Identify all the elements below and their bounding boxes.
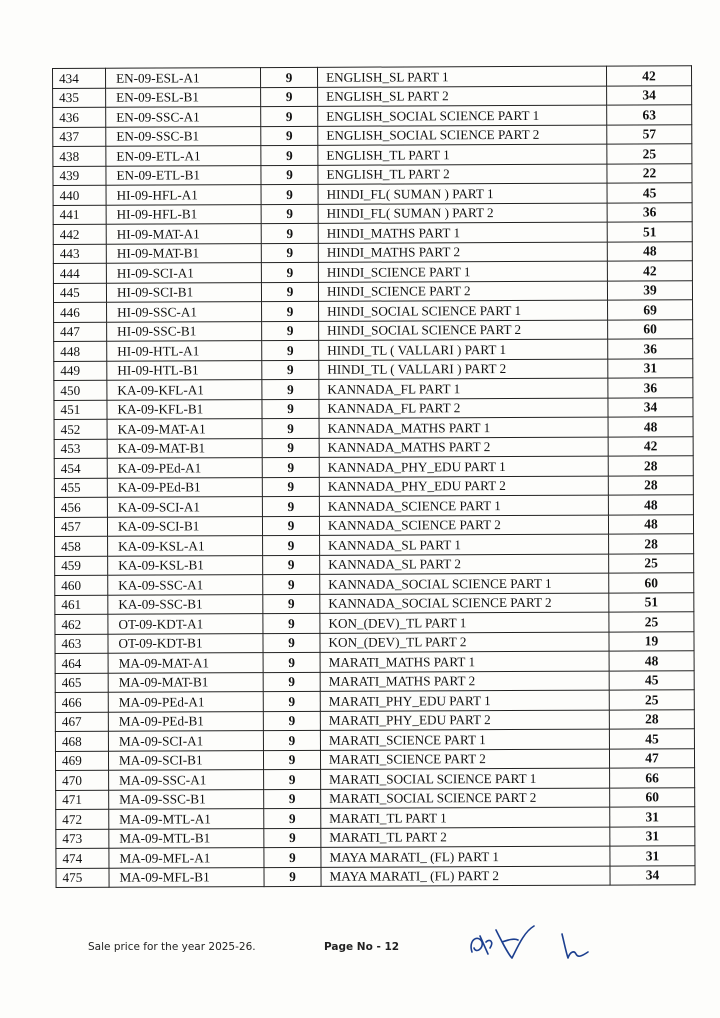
sale-price: 42 bbox=[608, 436, 693, 456]
serial-number: 436 bbox=[53, 107, 106, 127]
sale-price: 51 bbox=[609, 592, 694, 612]
book-title: MARATI_SOCIAL SCIENCE PART 2 bbox=[321, 788, 610, 809]
book-code: KA-09-SCI-B1 bbox=[107, 516, 262, 536]
serial-number: 454 bbox=[54, 458, 107, 478]
sale-price: 39 bbox=[607, 280, 692, 300]
book-title: KANNADA_SL PART 1 bbox=[320, 534, 609, 555]
sale-price: 48 bbox=[607, 241, 692, 261]
sale-price: 45 bbox=[609, 729, 694, 749]
book-title: HINDI_FL( SUMAN ) PART 2 bbox=[318, 203, 607, 224]
serial-number: 457 bbox=[54, 517, 107, 537]
class-number: 9 bbox=[262, 321, 319, 341]
book-code: HI-09-MAT-B1 bbox=[106, 243, 261, 263]
class-number: 9 bbox=[262, 379, 319, 399]
class-number: 9 bbox=[261, 262, 318, 282]
serial-number: 447 bbox=[54, 322, 107, 342]
serial-number: 438 bbox=[53, 146, 106, 166]
serial-number: 440 bbox=[53, 185, 106, 205]
class-number: 9 bbox=[261, 243, 318, 263]
sale-price: 25 bbox=[609, 690, 694, 710]
book-code: HI-09-HFL-A1 bbox=[106, 185, 261, 205]
book-title: MARATI_MATHS PART 2 bbox=[320, 671, 609, 692]
book-title: KANNADA_SCIENCE PART 1 bbox=[319, 495, 608, 516]
serial-number: 441 bbox=[53, 205, 106, 225]
book-code: MA-09-MFL-B1 bbox=[109, 867, 264, 887]
book-title: HINDI_TL ( VALLARI ) PART 2 bbox=[319, 359, 608, 380]
book-title: ENGLISH_SL PART 2 bbox=[318, 86, 607, 107]
book-code: KA-09-KFL-B1 bbox=[107, 399, 262, 419]
serial-number: 466 bbox=[55, 692, 108, 712]
sale-price: 42 bbox=[606, 66, 691, 86]
class-number: 9 bbox=[263, 711, 320, 731]
class-number: 9 bbox=[261, 165, 318, 185]
sale-price: 48 bbox=[608, 495, 693, 515]
sale-price: 31 bbox=[610, 826, 695, 846]
book-title: HINDI_SOCIAL SCIENCE PART 1 bbox=[319, 300, 608, 321]
price-table-body bbox=[53, 66, 696, 888]
sale-price: 45 bbox=[607, 183, 692, 203]
serial-number: 455 bbox=[54, 478, 107, 498]
serial-number: 449 bbox=[54, 361, 107, 381]
book-code: MA-09-MTL-A1 bbox=[109, 809, 264, 829]
serial-number: 446 bbox=[54, 302, 107, 322]
sale-price: 25 bbox=[607, 144, 692, 164]
class-number: 9 bbox=[261, 223, 318, 243]
book-title: ENGLISH_SL PART 1 bbox=[317, 66, 606, 87]
class-number: 9 bbox=[263, 652, 320, 672]
sale-price: 63 bbox=[607, 105, 692, 125]
book-title: MARATI_TL PART 1 bbox=[321, 807, 610, 828]
serial-number: 453 bbox=[54, 439, 107, 459]
book-title: ENGLISH_TL PART 1 bbox=[318, 144, 607, 165]
serial-number: 443 bbox=[53, 244, 106, 264]
book-code: EN-09-SSC-A1 bbox=[106, 107, 261, 127]
book-code: MA-09-MTL-B1 bbox=[109, 828, 264, 848]
serial-number: 434 bbox=[53, 68, 106, 88]
class-number: 9 bbox=[263, 672, 320, 692]
class-number: 9 bbox=[263, 691, 320, 711]
table-row bbox=[56, 865, 695, 887]
serial-number: 465 bbox=[55, 673, 108, 693]
book-title: HINDI_SCIENCE PART 2 bbox=[318, 281, 607, 302]
class-number: 9 bbox=[264, 847, 321, 867]
class-number: 9 bbox=[262, 477, 319, 497]
book-code: MA-09-SSC-B1 bbox=[109, 789, 264, 809]
sale-price: 60 bbox=[609, 573, 694, 593]
book-code: MA-09-PEd-B1 bbox=[108, 711, 263, 731]
page-number: Page No - 12 bbox=[324, 941, 400, 953]
book-title: KANNADA_SCIENCE PART 2 bbox=[319, 515, 608, 536]
book-title: KANNADA_PHY_EDU PART 2 bbox=[319, 476, 608, 497]
serial-number: 474 bbox=[56, 848, 109, 868]
class-number: 9 bbox=[262, 496, 319, 516]
book-code: HI-09-HTL-B1 bbox=[107, 360, 262, 380]
sale-price: 31 bbox=[610, 846, 695, 866]
class-number: 9 bbox=[263, 750, 320, 770]
book-title: HINDI_MATHS PART 2 bbox=[318, 242, 607, 263]
sale-price: 60 bbox=[608, 319, 693, 339]
book-code: KA-09-SSC-B1 bbox=[108, 594, 263, 614]
book-code: KA-09-KFL-A1 bbox=[107, 380, 262, 400]
serial-number: 472 bbox=[56, 809, 109, 829]
class-number: 9 bbox=[261, 184, 318, 204]
price-table bbox=[52, 65, 696, 888]
sale-price: 47 bbox=[609, 748, 694, 768]
class-number: 9 bbox=[261, 87, 318, 107]
serial-number: 460 bbox=[55, 575, 108, 595]
sale-price: 36 bbox=[608, 378, 693, 398]
serial-number: 448 bbox=[54, 341, 107, 361]
class-number: 9 bbox=[264, 789, 321, 809]
sale-price: 34 bbox=[608, 397, 693, 417]
class-number: 9 bbox=[263, 613, 320, 633]
book-title: KANNADA_MATHS PART 1 bbox=[319, 417, 608, 438]
book-title: KANNADA_FL PART 1 bbox=[319, 378, 608, 399]
book-code: KA-09-SSC-A1 bbox=[108, 575, 263, 595]
book-title: MARATI_SCIENCE PART 1 bbox=[320, 729, 609, 750]
book-code: MA-09-SSC-A1 bbox=[109, 770, 264, 790]
sale-price-note: Sale price for the year 2025-26. bbox=[88, 941, 256, 953]
book-code: HI-09-HFL-B1 bbox=[106, 204, 261, 224]
serial-number: 452 bbox=[54, 419, 107, 439]
class-number: 9 bbox=[262, 399, 319, 419]
book-code: OT-09-KDT-A1 bbox=[108, 614, 263, 634]
book-title: ENGLISH_SOCIAL SCIENCE PART 1 bbox=[318, 105, 607, 126]
serial-number: 468 bbox=[55, 731, 108, 751]
sale-price: 51 bbox=[607, 222, 692, 242]
book-title: KON_(DEV)_TL PART 2 bbox=[320, 632, 609, 653]
book-code: KA-09-KSL-A1 bbox=[108, 536, 263, 556]
sale-price: 69 bbox=[608, 300, 693, 320]
class-number: 9 bbox=[264, 828, 321, 848]
sale-price: 36 bbox=[607, 202, 692, 222]
book-code: MA-09-SCI-B1 bbox=[108, 750, 263, 770]
serial-number: 473 bbox=[56, 829, 109, 849]
class-number: 9 bbox=[262, 418, 319, 438]
book-title: HINDI_SCIENCE PART 1 bbox=[318, 261, 607, 282]
sale-price: 34 bbox=[610, 865, 695, 885]
book-title: KANNADA_SOCIAL SCIENCE PART 2 bbox=[320, 593, 609, 614]
book-code: OT-09-KDT-B1 bbox=[108, 633, 263, 653]
class-number: 9 bbox=[262, 360, 319, 380]
sale-price: 66 bbox=[610, 768, 695, 788]
book-title: MARATI_PHY_EDU PART 1 bbox=[320, 690, 609, 711]
class-number: 9 bbox=[262, 438, 319, 458]
serial-number: 445 bbox=[53, 283, 106, 303]
serial-number: 464 bbox=[55, 653, 108, 673]
class-number: 9 bbox=[263, 555, 320, 575]
sale-price: 28 bbox=[608, 456, 693, 476]
book-code: EN-09-ETL-A1 bbox=[106, 146, 261, 166]
serial-number: 469 bbox=[55, 751, 108, 771]
book-title: MARATI_SOCIAL SCIENCE PART 1 bbox=[321, 768, 610, 789]
sale-price: 28 bbox=[609, 534, 694, 554]
class-number: 9 bbox=[264, 769, 321, 789]
book-title: HINDI_TL ( VALLARI ) PART 1 bbox=[319, 339, 608, 360]
book-title: MARATI_MATHS PART 1 bbox=[320, 651, 609, 672]
sale-price: 48 bbox=[608, 514, 693, 534]
book-code: KA-09-MAT-A1 bbox=[107, 419, 262, 439]
book-code: KA-09-KSL-B1 bbox=[108, 555, 263, 575]
book-title: KANNADA_SL PART 2 bbox=[320, 554, 609, 575]
book-title: ENGLISH_SOCIAL SCIENCE PART 2 bbox=[318, 125, 607, 146]
book-title: MARATI_TL PART 2 bbox=[321, 827, 610, 848]
book-code: MA-09-SCI-A1 bbox=[108, 731, 263, 751]
book-title: MARATI_PHY_EDU PART 2 bbox=[320, 710, 609, 731]
serial-number: 444 bbox=[53, 263, 106, 283]
class-number: 9 bbox=[261, 282, 318, 302]
class-number: 9 bbox=[263, 535, 320, 555]
serial-number: 459 bbox=[55, 556, 108, 576]
book-code: HI-09-SSC-B1 bbox=[107, 321, 262, 341]
book-code: HI-09-MAT-A1 bbox=[106, 224, 261, 244]
book-code: EN-09-ESL-B1 bbox=[106, 87, 261, 107]
class-number: 9 bbox=[264, 808, 321, 828]
sale-price: 48 bbox=[608, 417, 693, 437]
serial-number: 435 bbox=[53, 88, 106, 108]
sale-price: 25 bbox=[609, 553, 694, 573]
serial-number: 456 bbox=[54, 497, 107, 517]
class-number: 9 bbox=[264, 867, 321, 887]
sale-price: 25 bbox=[609, 612, 694, 632]
sale-price: 28 bbox=[608, 475, 693, 495]
serial-number: 475 bbox=[56, 868, 109, 888]
class-number: 9 bbox=[261, 204, 318, 224]
book-code: MA-09-PEd-A1 bbox=[108, 692, 263, 712]
class-number: 9 bbox=[261, 145, 318, 165]
book-code: EN-09-ETL-B1 bbox=[106, 165, 261, 185]
serial-number: 467 bbox=[55, 712, 108, 732]
sale-price: 60 bbox=[610, 787, 695, 807]
class-number: 9 bbox=[263, 574, 320, 594]
book-title: KON_(DEV)_TL PART 1 bbox=[320, 612, 609, 633]
book-code: MA-09-MAT-B1 bbox=[108, 672, 263, 692]
sale-price: 48 bbox=[609, 651, 694, 671]
book-code: KA-09-PEd-A1 bbox=[107, 458, 262, 478]
class-number: 9 bbox=[261, 67, 318, 87]
book-code: KA-09-SCI-A1 bbox=[107, 497, 262, 517]
book-code: HI-09-HTL-A1 bbox=[107, 341, 262, 361]
book-code: KA-09-PEd-B1 bbox=[107, 477, 262, 497]
serial-number: 458 bbox=[55, 536, 108, 556]
serial-number: 462 bbox=[55, 614, 108, 634]
book-code: EN-09-SSC-B1 bbox=[106, 126, 261, 146]
sale-price: 28 bbox=[609, 709, 694, 729]
book-title: KANNADA_MATHS PART 2 bbox=[319, 437, 608, 458]
book-code: MA-09-MAT-A1 bbox=[108, 653, 263, 673]
book-code: HI-09-SCI-B1 bbox=[106, 282, 261, 302]
serial-number: 450 bbox=[54, 380, 107, 400]
book-title: KANNADA_PHY_EDU PART 1 bbox=[319, 456, 608, 477]
serial-number: 442 bbox=[53, 224, 106, 244]
sale-price: 36 bbox=[608, 339, 693, 359]
book-code: MA-09-MFL-A1 bbox=[109, 848, 264, 868]
book-code: HI-09-SSC-A1 bbox=[107, 302, 262, 322]
book-code: EN-09-ESL-A1 bbox=[106, 68, 261, 88]
sale-price: 57 bbox=[607, 124, 692, 144]
class-number: 9 bbox=[263, 730, 320, 750]
class-number: 9 bbox=[263, 633, 320, 653]
sale-price: 22 bbox=[607, 163, 692, 183]
book-code: KA-09-MAT-B1 bbox=[107, 438, 262, 458]
sale-price: 42 bbox=[607, 261, 692, 281]
book-title: KANNADA_FL PART 2 bbox=[319, 398, 608, 419]
class-number: 9 bbox=[262, 340, 319, 360]
serial-number: 437 bbox=[53, 127, 106, 147]
serial-number: 470 bbox=[56, 770, 109, 790]
class-number: 9 bbox=[262, 516, 319, 536]
serial-number: 461 bbox=[55, 595, 108, 615]
book-title: HINDI_SOCIAL SCIENCE PART 2 bbox=[319, 320, 608, 341]
sale-price: 19 bbox=[609, 631, 694, 651]
serial-number: 451 bbox=[54, 400, 107, 420]
serial-number: 439 bbox=[53, 166, 106, 186]
class-number: 9 bbox=[262, 301, 319, 321]
book-title: MAYA MARATI_ (FL) PART 1 bbox=[321, 846, 610, 867]
book-title: MAYA MARATI_ (FL) PART 2 bbox=[321, 866, 610, 887]
signature-mark bbox=[462, 912, 602, 972]
class-number: 9 bbox=[262, 457, 319, 477]
sale-price: 31 bbox=[608, 358, 693, 378]
book-title: HINDI_MATHS PART 1 bbox=[318, 222, 607, 243]
serial-number: 463 bbox=[55, 634, 108, 654]
book-title: ENGLISH_TL PART 2 bbox=[318, 164, 607, 185]
class-number: 9 bbox=[261, 106, 318, 126]
class-number: 9 bbox=[263, 594, 320, 614]
class-number: 9 bbox=[261, 126, 318, 146]
sale-price: 45 bbox=[609, 670, 694, 690]
book-title: HINDI_FL( SUMAN ) PART 1 bbox=[318, 183, 607, 204]
sale-price: 31 bbox=[610, 807, 695, 827]
book-code: HI-09-SCI-A1 bbox=[106, 263, 261, 283]
sale-price: 34 bbox=[607, 85, 692, 105]
serial-number: 471 bbox=[56, 790, 109, 810]
book-title: KANNADA_SOCIAL SCIENCE PART 1 bbox=[320, 573, 609, 594]
book-title: MARATI_SCIENCE PART 2 bbox=[320, 749, 609, 770]
